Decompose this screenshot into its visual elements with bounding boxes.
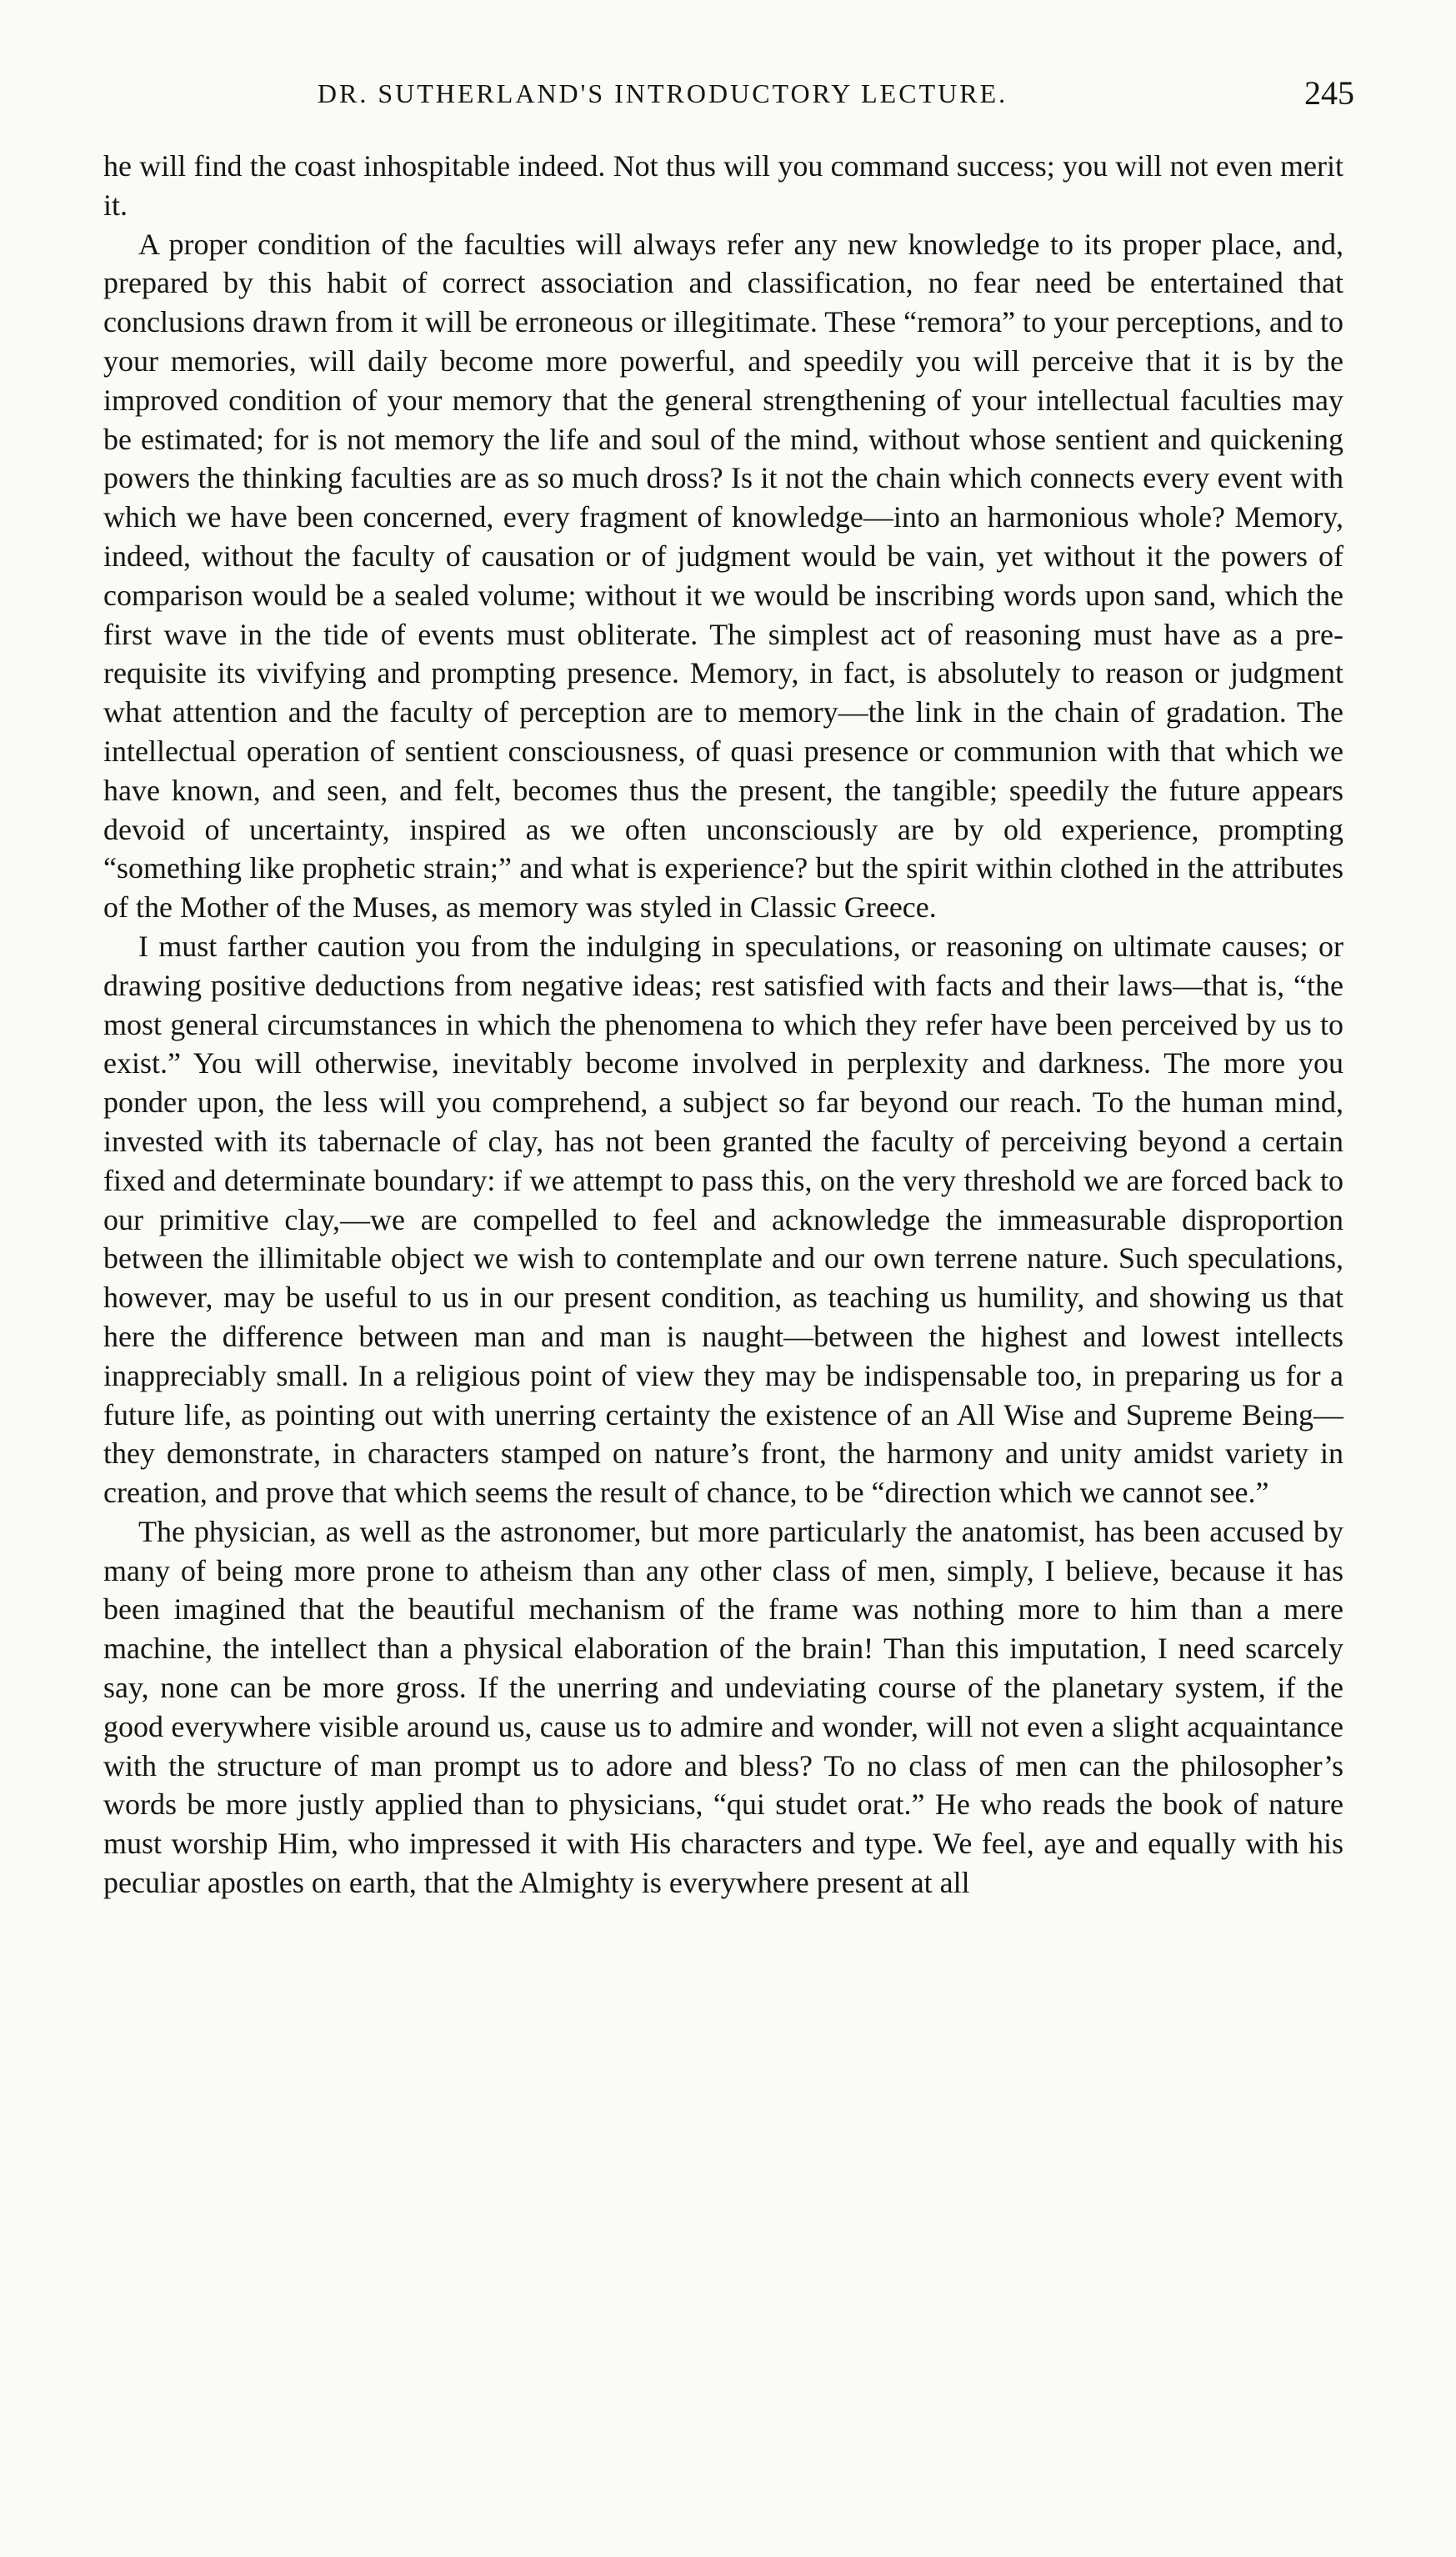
running-title: DR. SUTHERLAND'S INTRODUCTORY LECTURE. <box>317 78 1008 108</box>
paragraph-speculation: I must farther caution you from the indulging in speculations, or reasoning on ultimate causes; or drawing positive deductions from negative ideas; rest satisfied with facts and their laws—that is, “the most general circumstances in which the phenomena to which they refer have been perceived by us to exist.” You will otherwise, inevitably become involved in perplexity and darkness. The more you ponder upon, the less will you comprehend, a subject so far beyond our reach. To the human mind, invested with its tabernacle of clay, has not been granted the faculty of perceiving beyond a certain fixed and determinate boundary: if we attempt to pass this, on the very threshold we are forced back to our primitive clay,—we are compelled to feel and acknowledge the immeasurable disproportion between the illimitable object we wish to contemplate and our own terrene nature. Such speculations, however, may be useful to us in our present condition, as teaching us humility, and showing us that here the difference between man and man is naught—between the highest and lowest intellects inappreciably small. In a religious point of view they may be indispensable too, in preparing us for a future life, as pointing out with unerring certainty the existence of an All Wise and Supreme Being—they demonstrate, in characters stamped on nature’s front, the harmony and unity amidst variety in creation, and prove that which seems the result of chance, to be “direction which we cannot see.” <box>103 929 1343 1510</box>
paragraph-memory: A proper condition of the faculties will always refer any new knowledge to its proper place, and, prepared by this habit of correct association and classification, no fear need be entertained that conclusions drawn from it will be erroneous or illegitimate. These “remora” to your perceptions, and to your memories, will daily become more powerful, and speedily you will perceive that it is by the improved condition of your memory that the general strengthening of your intellectual faculties may be estimated; for is not memory the life and soul of the mind, without whose sentient and quickening powers the thinking faculties are as so much dross? Is it not the chain which connects every event with which we have been concerned, every fragment of knowledge—into an harmonious whole? Memory, indeed, without the faculty of causation or of judgment would be vain, yet without it the powers of comparison would be a sealed volume; without it we would be inscribing words upon sand, which the first wave in the tide of events must obliterate. The simplest act of reasoning must have as a pre-requisite its vivifying and prompting presence. Memory, in fact, is absolutely to reason or judgment what attention and the faculty of perception are to memory—the link in the chain of gradation. The intellectual operation of sentient consciousness, of quasi presence or communion with that which we have known, and seen, and felt, becomes thus the present, the tangible; speedily the future appears devoid of uncertainty, inspired as we often unconsciously are by old experience, prompting “something like prophetic strain;” and what is experience? but the spirit within clothed in the attributes of the Mother of the Muses, as memory was styled in Classic Greece. <box>103 227 1343 925</box>
body-text <box>103 147 1343 1903</box>
paragraph-physician: The physician, as well as the astronomer, but more particularly the anatomist, has been accused by many of being more prone to atheism than any other class of men, simply, I believe, because it has been imagined that the beautiful mechanism of the frame was nothing more to him than a mere machine, the intellect than a physical elaboration of the brain! Than this imputation, I need scarcely say, none can be more gross. If the unerring and undeviating course of the planetary system, if the good everywhere visible around us, cause us to admire and wonder, will not even a slight acquaintance with the structure of man prompt us to adore and bless? To no class of men can the philosopher’s words be more justly applied than to physicians, “qui studet orat.” He who reads the book of nature must worship Him, who impressed it with His characters and type. We feel, aye and equally with his peculiar apostles on earth, that the Almighty is everywhere present at all <box>103 1514 1343 1900</box>
paragraph-continuation: he will find the coast inhospitable indeed. Not thus will you command success; you will not even merit it. <box>103 149 1343 222</box>
running-header <box>104 73 1354 123</box>
page-number: 245 <box>1304 74 1354 112</box>
